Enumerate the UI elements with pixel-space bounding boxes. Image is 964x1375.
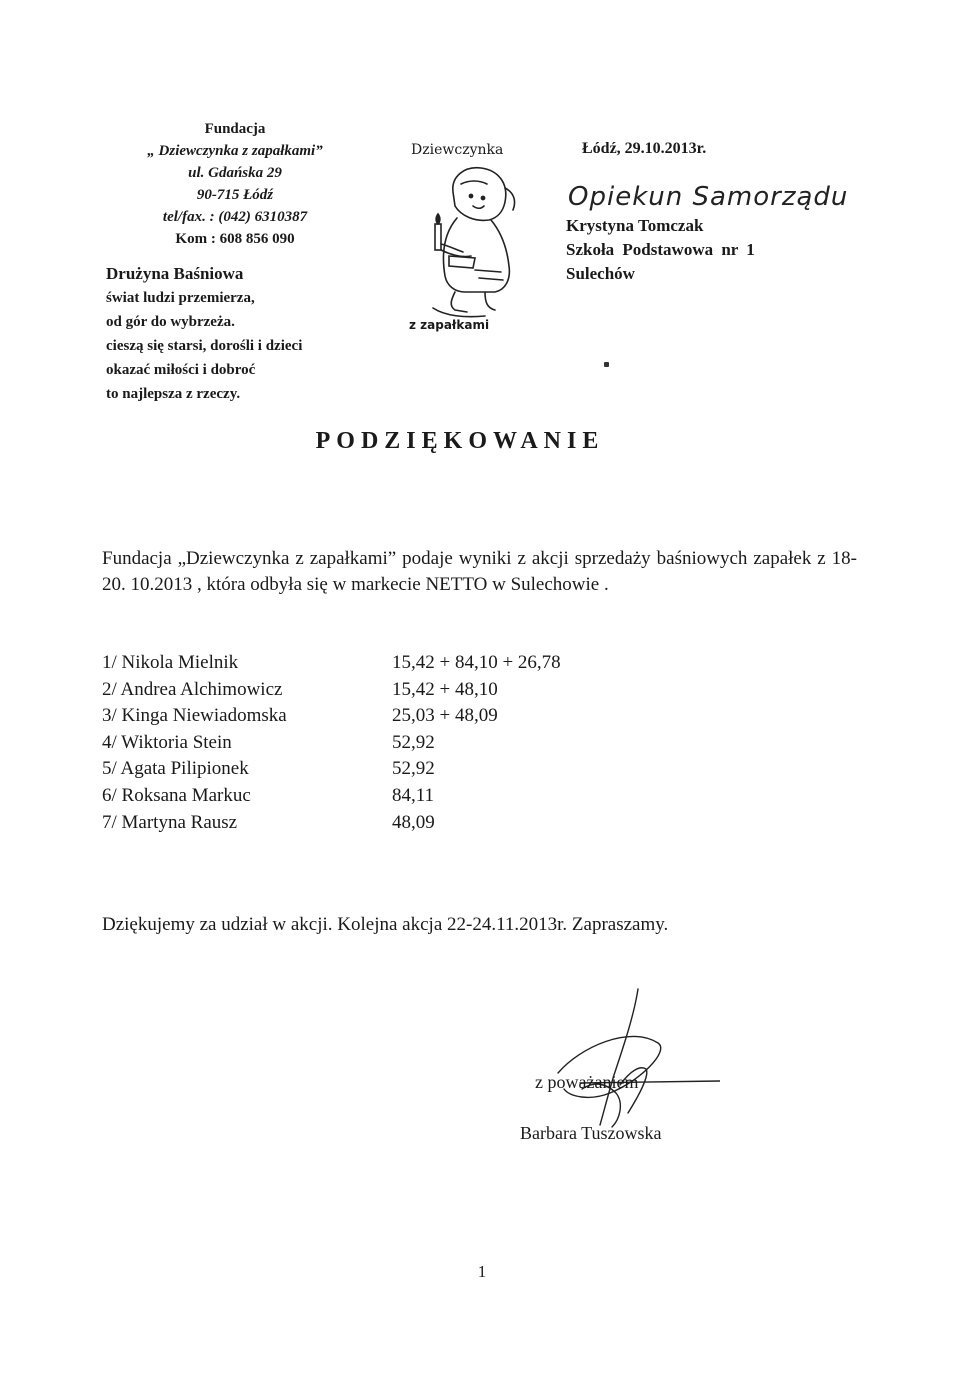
result-value: 15,42 + 48,10 [392, 678, 498, 700]
recipient-school: Szkoła Podstawowa nr 1 [566, 240, 755, 259]
result-value: 84,11 [392, 784, 435, 806]
result-name: 2/ Andrea Alchimowicz [102, 678, 283, 700]
logo-top-text: Dziewczynka [411, 142, 504, 158]
speck-mark [604, 362, 609, 367]
logo-bottom-text: z zapałkami [409, 318, 490, 332]
result-value: 15,42 + 84,10 + 26,78 [392, 652, 561, 673]
poem-title: Drużyna Baśniowa [106, 264, 244, 283]
body-paragraph: Fundacja „Dziewczynka z zapałkami” podaje wyniki z akcji sprzedaży baśniowych zapałek z 18-20. 10.2013 , która odbyła się w markecie NETTO w Sulechowie . [102, 548, 857, 595]
recipient-town: Sulechów [566, 264, 635, 283]
list-item [102, 756, 702, 783]
result-name: 6/ Roksana Markuc [102, 784, 251, 806]
foundation-line: Fundacja [204, 121, 266, 137]
result-value: 48,09 [392, 811, 435, 833]
document-title: PODZIĘKOWANIE [315, 428, 605, 454]
list-item [102, 810, 702, 837]
results-list [102, 650, 702, 836]
result-name: 5/ Agata Pilipionek [102, 758, 249, 780]
foundation-logo [405, 140, 545, 340]
result-name: 7/ Martyna Rausz [102, 811, 238, 833]
signer-name: Barbara Tuszowska [520, 1123, 662, 1143]
list-item [102, 703, 702, 730]
poem-block [106, 262, 386, 406]
recipient-name: Krystyna Tomczak [566, 216, 704, 235]
recipient-block [566, 214, 755, 286]
poem-line: od gór do wybrzeża. [106, 314, 235, 330]
list-item [102, 677, 702, 704]
foundation-street: ul. Gdańska 29 [188, 165, 282, 181]
result-value: 52,92 [392, 758, 435, 780]
list-item [102, 650, 702, 677]
result-name: 4/ Wiktoria Stein [102, 731, 232, 753]
result-value: 25,03 + 48,09 [392, 705, 498, 727]
document-date: Łódź, 29.10.2013r. [582, 140, 707, 157]
page-number: 1 [477, 1262, 487, 1281]
result-name: 3/ Kinga Niewiadomska [102, 705, 287, 727]
handwritten-signature [520, 985, 720, 1135]
signature-regards: z poważaniem [535, 1072, 639, 1092]
recipient-role-handwritten: Opiekun Samorządu [568, 182, 849, 212]
foundation-name: „ Dziewczynka z zapałkami” [147, 143, 323, 159]
poem-line: to najlepsza z rzeczy. [106, 386, 241, 402]
foundation-phone: tel/fax. : (042) 6310387 [162, 209, 308, 225]
girl-with-candle-icon [405, 140, 545, 340]
foundation-address [100, 118, 370, 250]
list-item [102, 730, 702, 757]
result-name: 1/ Nikola Mielnik [102, 652, 239, 673]
closing-paragraph: Dziękujemy za udział w akcji. Kolejna akcja 22-24.11.2013r. Zapraszamy. [102, 914, 669, 935]
poem-line: okazać miłości i dobroć [106, 362, 256, 378]
foundation-city: 90-715 Łódź [196, 187, 274, 203]
poem-line: cieszą się starsi, dorośli i dzieci [106, 338, 303, 354]
result-value: 52,92 [392, 731, 435, 753]
poem-line: świat ludzi przemierza, [106, 290, 255, 306]
list-item [102, 783, 702, 810]
foundation-mobile: Kom : 608 856 090 [175, 231, 295, 247]
